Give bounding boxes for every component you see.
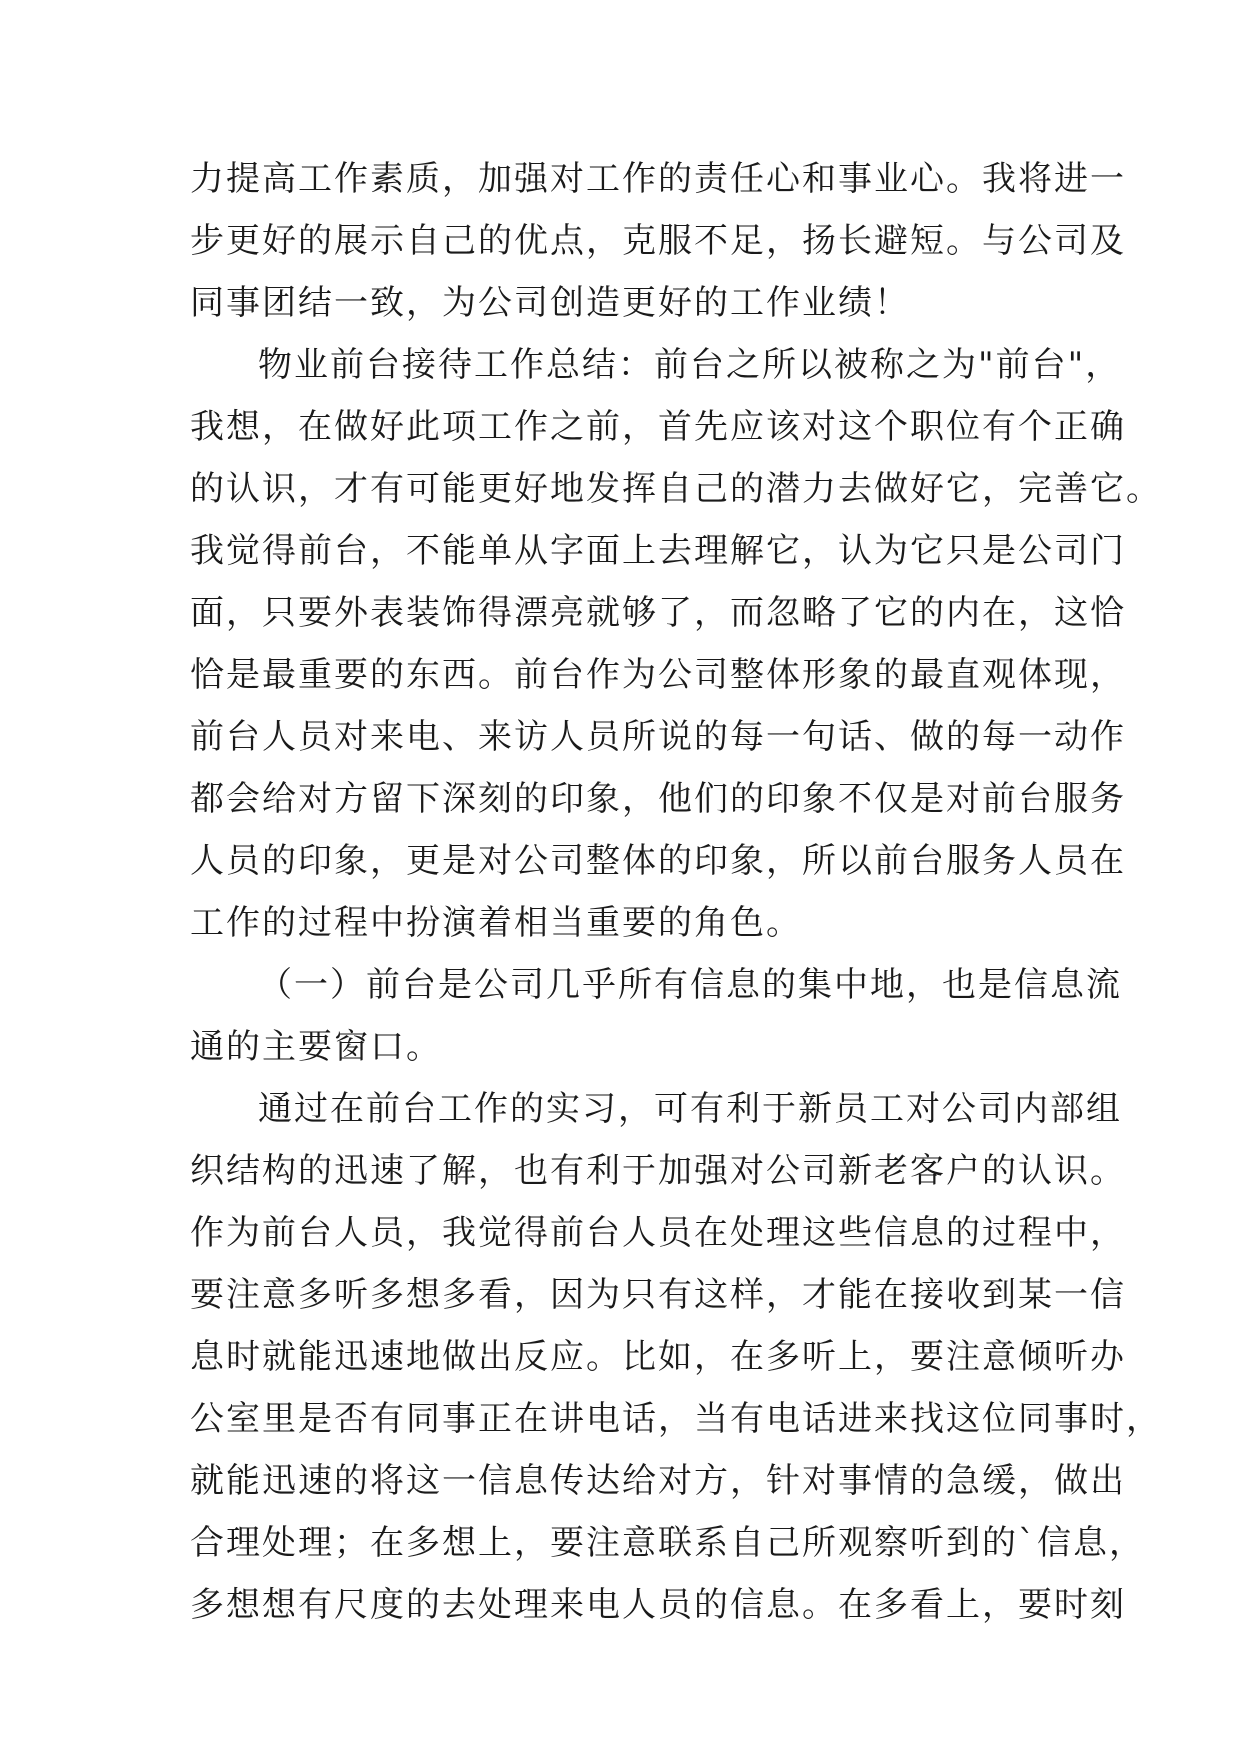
text-line: 前台人员对来电、来访人员所说的每一句话、做的每一动作 (190, 717, 1126, 757)
text-line: 通的主要窗口。 (190, 1027, 442, 1067)
text-line: 步更好的展示自己的优点，克服不足，扬长避短。与公司及 (190, 221, 1126, 261)
text-line: 人员的印象，更是对公司整体的印象，所以前台服务人员在 (190, 841, 1126, 881)
text-line: 公室里是否有同事正在讲电话，当有电话进来找这位同事时， (190, 1399, 1162, 1439)
body-text (190, 148, 1162, 1636)
text-line: 多想想有尺度的去处理来电人员的信息。在多看上，要时刻 (190, 1585, 1126, 1625)
text-line: 工作的过程中扮演着相当重要的角色。 (190, 903, 802, 943)
text-line: 就能迅速的将这一信息传达给对方，针对事情的急缓，做出 (190, 1461, 1126, 1501)
text-line: 通过在前台工作的实习，可有利于新员工对公司内部组 (258, 1089, 1122, 1129)
text-line: 力提高工作素质，加强对工作的责任心和事业心。我将进一 (190, 159, 1126, 199)
text-line: 息时就能迅速地做出反应。比如，在多听上，要注意倾听办 (190, 1337, 1126, 1377)
text-line: 我想，在做好此项工作之前，首先应该对这个职位有个正确 (190, 407, 1126, 447)
text-line: 我觉得前台，不能单从字面上去理解它，认为它只是公司门 (190, 531, 1126, 571)
text-line: 织结构的迅速了解，也有利于加强对公司新老客户的认识。 (190, 1151, 1126, 1191)
text-line: （一）前台是公司几乎所有信息的集中地，也是信息流 (258, 965, 1122, 1005)
text-line: 物业前台接待工作总结：前台之所以被称之为"前台"， (258, 345, 1122, 385)
text-line: 面，只要外表装饰得漂亮就够了，而忽略了它的内在，这恰 (190, 593, 1126, 633)
text-line: 作为前台人员，我觉得前台人员在处理这些信息的过程中， (190, 1213, 1126, 1253)
text-line: 都会给对方留下深刻的印象，他们的印象不仅是对前台服务 (190, 779, 1126, 819)
text-line: 的认识，才有可能更好地发挥自己的潜力去做好它，完善它。 (190, 469, 1162, 509)
text-line: 同事团结一致，为公司创造更好的工作业绩！ (190, 283, 910, 323)
text-line: 要注意多听多想多看，因为只有这样，才能在接收到某一信 (190, 1275, 1126, 1315)
text-line: 恰是最重要的东西。前台作为公司整体形象的最直观体现， (190, 655, 1126, 695)
text-line: 合理处理；在多想上，要注意联系自己所观察听到的`信息， (190, 1523, 1145, 1563)
